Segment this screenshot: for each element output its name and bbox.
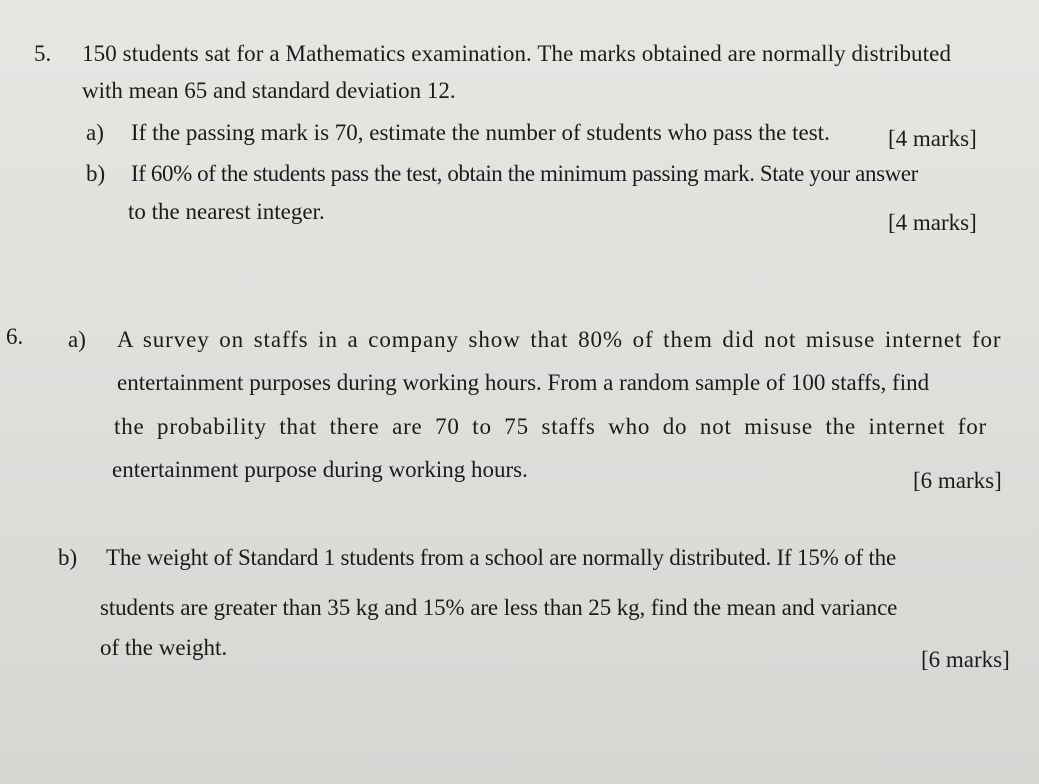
q6a-line1: A survey on staffs in a company show that 80% of them did not misuse internet for: [117, 327, 1002, 352]
q6b-line3: of the weight.: [100, 635, 228, 660]
q5a-marks: [4 marks]: [888, 126, 977, 151]
q6a-label: a): [68, 327, 86, 352]
q6a-line3: the probability that there are 70 to 75 staffs who do not misuse the internet for: [114, 414, 987, 439]
q6b-line2: students are greater than 35 kg and 15% are less than 25 kg, find the mean and variance: [100, 595, 898, 620]
q5-stem-line1: 150 students sat for a Mathematics examination. The marks obtained are normally distributed: [82, 41, 952, 66]
q6b-marks: [6 marks]: [921, 647, 1010, 672]
q5b-line1: If 60% of the students pass the test, obtain the minimum passing mark. State your answer: [131, 161, 918, 186]
q6a-line2: entertainment purposes during working hours. From a random sample of 100 staffs, find: [117, 370, 930, 395]
q5b-label: b): [86, 161, 106, 186]
q5b-line2: to the nearest integer.: [128, 199, 325, 224]
q6a-line4: entertainment purpose during working hours.: [112, 457, 528, 482]
q5b-marks: [4 marks]: [888, 210, 977, 235]
q6-number: 6.: [6, 324, 24, 349]
q5a-text: If the passing mark is 70, estimate the number of students who pass the test.: [131, 120, 830, 145]
q6b-label: b): [58, 545, 78, 570]
q6a-marks: [6 marks]: [913, 468, 1002, 493]
q6b-line1: The weight of Standard 1 students from a school are normally distributed. If 15% of the: [106, 545, 896, 570]
q5-number: 5.: [34, 41, 52, 66]
q5-stem-line2: with mean 65 and standard deviation 12.: [82, 78, 456, 103]
q5a-label: a): [86, 120, 104, 145]
